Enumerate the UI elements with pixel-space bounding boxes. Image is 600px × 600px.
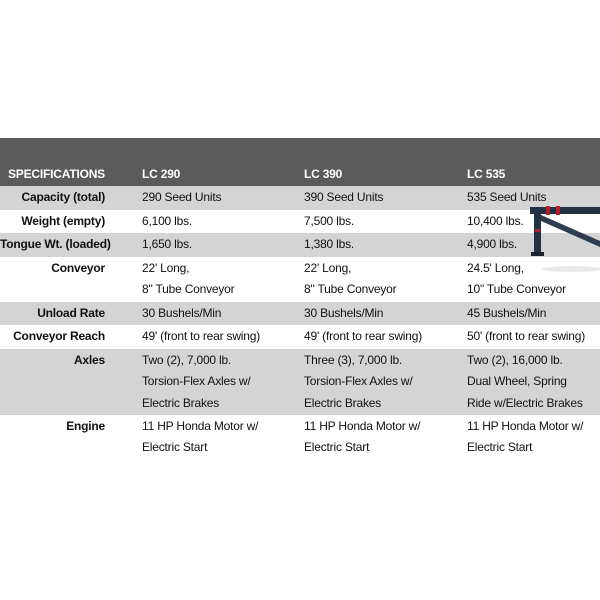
cell-line: 7,500 lbs. bbox=[304, 213, 355, 228]
cell-line: Electric Brakes bbox=[142, 395, 220, 410]
cell-line: Torsion-Flex Axles w/ bbox=[142, 374, 251, 388]
header-specifications: SPECIFICATIONS bbox=[8, 167, 105, 181]
row-label-tongue-weight: Tongue Wt. (loaded) bbox=[0, 237, 111, 251]
cell-line: 535 Seed Units bbox=[467, 190, 547, 204]
row-label-engine: Engine bbox=[66, 418, 105, 433]
cell-reach-lc390 bbox=[272, 325, 435, 349]
cell-capacity-lc290 bbox=[110, 186, 272, 210]
row-engine bbox=[0, 415, 600, 460]
cell-unload-lc390 bbox=[272, 302, 435, 326]
row-label-weight: Weight (empty) bbox=[21, 213, 105, 228]
cell-line: 390 Seed Units bbox=[304, 190, 384, 204]
row-label-unload-rate: Unload Rate bbox=[37, 305, 105, 320]
cell-line: 4,900 lbs. bbox=[467, 237, 518, 251]
cell-engine-lc390 bbox=[272, 415, 435, 460]
cell-axles-lc535 bbox=[435, 349, 600, 415]
cell-weight-lc390 bbox=[272, 210, 435, 234]
cell-tongue-lc290 bbox=[110, 233, 272, 257]
cell-line: 1,380 lbs. bbox=[304, 237, 355, 251]
cell-line: 50' (front to rear swing) bbox=[467, 329, 586, 343]
cell-line: Electric Start bbox=[467, 440, 533, 454]
cell-line: 49' (front to rear swing) bbox=[304, 329, 423, 343]
cell-conveyor-lc390 bbox=[272, 257, 435, 302]
cell-tongue-lc390 bbox=[272, 233, 435, 257]
cell-line: Electric Start bbox=[304, 440, 370, 454]
cell-axles-lc390 bbox=[272, 349, 435, 415]
row-tongue-weight bbox=[0, 233, 600, 257]
cell-line: 49' (front to rear swing) bbox=[142, 329, 261, 343]
cell-line: 10" Tube Conveyor bbox=[467, 282, 566, 296]
cell-line: 10,400 lbs. bbox=[467, 213, 524, 228]
cell-line: Three (3), 7,000 lb. bbox=[304, 352, 403, 367]
cell-line: 1,650 lbs. bbox=[142, 237, 193, 251]
specifications-table bbox=[0, 138, 600, 460]
cell-engine-lc535 bbox=[435, 415, 600, 460]
header-lc-390: LC 390 bbox=[304, 167, 343, 181]
cell-conveyor-lc290 bbox=[110, 257, 272, 302]
row-conveyor bbox=[0, 257, 600, 302]
cell-line: 24.5' Long, bbox=[467, 260, 524, 275]
cell-line: Dual Wheel, Spring bbox=[467, 374, 567, 388]
cell-line: 11 HP Honda Motor w/ bbox=[467, 418, 584, 433]
cell-capacity-lc390 bbox=[272, 186, 435, 210]
cell-line: Electric Start bbox=[142, 440, 208, 454]
header-lc-535: LC 535 bbox=[467, 167, 506, 181]
cell-line: 22' Long, bbox=[304, 260, 352, 275]
cell-line: 45 Bushels/Min bbox=[467, 305, 547, 320]
cell-line: Electric Brakes bbox=[304, 395, 382, 410]
table-header bbox=[0, 138, 600, 186]
header-row bbox=[0, 138, 600, 186]
cell-capacity-lc535 bbox=[435, 186, 600, 210]
table-body bbox=[0, 186, 600, 460]
cell-unload-lc290 bbox=[110, 302, 272, 326]
cell-reach-lc535 bbox=[435, 325, 600, 349]
cell-line: Torsion-Flex Axles w/ bbox=[304, 374, 413, 388]
cell-axles-lc290 bbox=[110, 349, 272, 415]
row-unload-rate bbox=[0, 302, 600, 326]
cell-line: 11 HP Honda Motor w/ bbox=[142, 418, 259, 433]
row-label-conveyor: Conveyor bbox=[51, 260, 105, 275]
header-lc-290: LC 290 bbox=[142, 167, 181, 181]
cell-line: 30 Bushels/Min bbox=[304, 305, 384, 320]
row-capacity bbox=[0, 186, 600, 210]
cell-line: 8" Tube Conveyor bbox=[142, 282, 235, 296]
row-conveyor-reach bbox=[0, 325, 600, 349]
cell-line: Two (2), 7,000 lb. bbox=[142, 352, 232, 367]
cell-weight-lc290 bbox=[110, 210, 272, 234]
row-label-conveyor-reach: Conveyor Reach bbox=[13, 329, 105, 343]
cell-line: Ride w/Electric Brakes bbox=[467, 395, 583, 410]
cell-line: 22' Long, bbox=[142, 260, 190, 275]
cell-line: 30 Bushels/Min bbox=[142, 305, 222, 320]
cell-weight-lc535 bbox=[435, 210, 600, 234]
cell-line: 8" Tube Conveyor bbox=[304, 282, 397, 296]
row-weight bbox=[0, 210, 600, 234]
row-label-capacity: Capacity (total) bbox=[21, 190, 105, 204]
row-label-axles: Axles bbox=[73, 352, 105, 367]
row-axles bbox=[0, 349, 600, 415]
cell-unload-lc535 bbox=[435, 302, 600, 326]
cell-reach-lc290 bbox=[110, 325, 272, 349]
cell-line: Two (2), 16,000 lb. bbox=[467, 352, 563, 367]
cell-line: 290 Seed Units bbox=[142, 190, 222, 204]
cell-conveyor-lc535 bbox=[435, 257, 600, 302]
cell-line: 11 HP Honda Motor w/ bbox=[304, 418, 421, 433]
cell-engine-lc290 bbox=[110, 415, 272, 460]
cell-line: 6,100 lbs. bbox=[142, 213, 193, 228]
cell-tongue-lc535 bbox=[435, 233, 600, 257]
